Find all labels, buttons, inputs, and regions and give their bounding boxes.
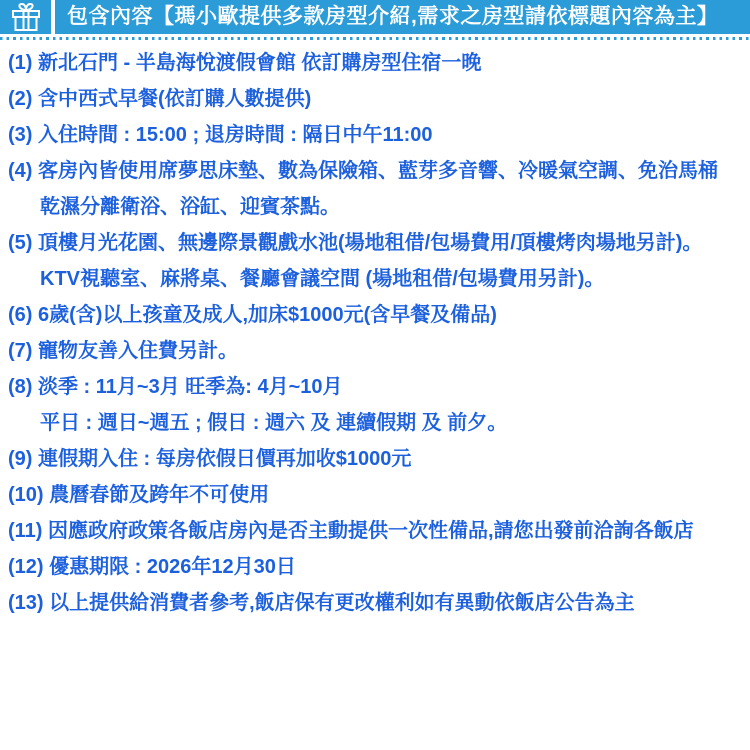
list-line-11: (11) 因應政府政策各飯店房內是否主動提供一次性備品,請您出發前洽詢各飯店 <box>8 520 694 542</box>
list-line-4-cont: 乾濕分離衛浴、浴缸、迎賓茶點。 <box>40 196 340 218</box>
list-line-3: (3) 入住時間 : 15:00 ; 退房時間 : 隔日中午11:00 <box>8 124 433 146</box>
list-line-4: (4) 客房內皆使用席夢思床墊、數為保險箱、藍芽多音響、冷暖氣空調、免治馬桶 <box>8 160 718 182</box>
list-line-10: (10) 農曆春節及跨年不可使用 <box>8 484 270 506</box>
list-line-5: (5) 頂樓月光花園、無邊際景觀戲水池(場地租借/包場費用/頂樓烤肉場地另計)。 <box>8 232 703 254</box>
header-title: 包含內容【瑪小歐提供多款房型介紹,需求之房型請依標題內容為主】 <box>67 5 719 28</box>
dotted-separator <box>0 37 750 40</box>
list-line-6: (6) 6歲(含)以上孩童及成人,加床$1000元(含早餐及備品) <box>8 304 497 326</box>
list-line-12: (12) 優惠期限 : 2026年12月30日 <box>8 556 296 578</box>
list-line-8: (8) 淡季 : 11月~3月 旺季為: 4月~10月 <box>8 376 343 398</box>
list-line-5-cont: KTV視聽室、麻將桌、餐廳會議空間 (場地租借/包場費用另計)。 <box>40 268 605 290</box>
list-line-7: (7) 寵物友善入住費另計。 <box>8 340 238 362</box>
list-line-9: (9) 連假期入住 : 每房依假日價再加收$1000元 <box>8 448 412 470</box>
header-bar <box>0 0 750 34</box>
list-line-1: (1) 新北石門 - 半島海悅渡假會館 依訂購房型住宿一晚 <box>8 52 482 74</box>
list-line-8-cont: 平日 : 週日~週五 ; 假日 : 週六 及 連續假期 及 前夕。 <box>40 412 508 434</box>
list-line-2: (2) 含中西式早餐(依訂購人數提供) <box>8 88 312 110</box>
included-content-list <box>0 45 750 621</box>
list-line-13: (13) 以上提供給消費者參考,飯店保有更改權利如有異動依飯店公告為主 <box>8 592 635 614</box>
gift-icon <box>0 0 51 34</box>
